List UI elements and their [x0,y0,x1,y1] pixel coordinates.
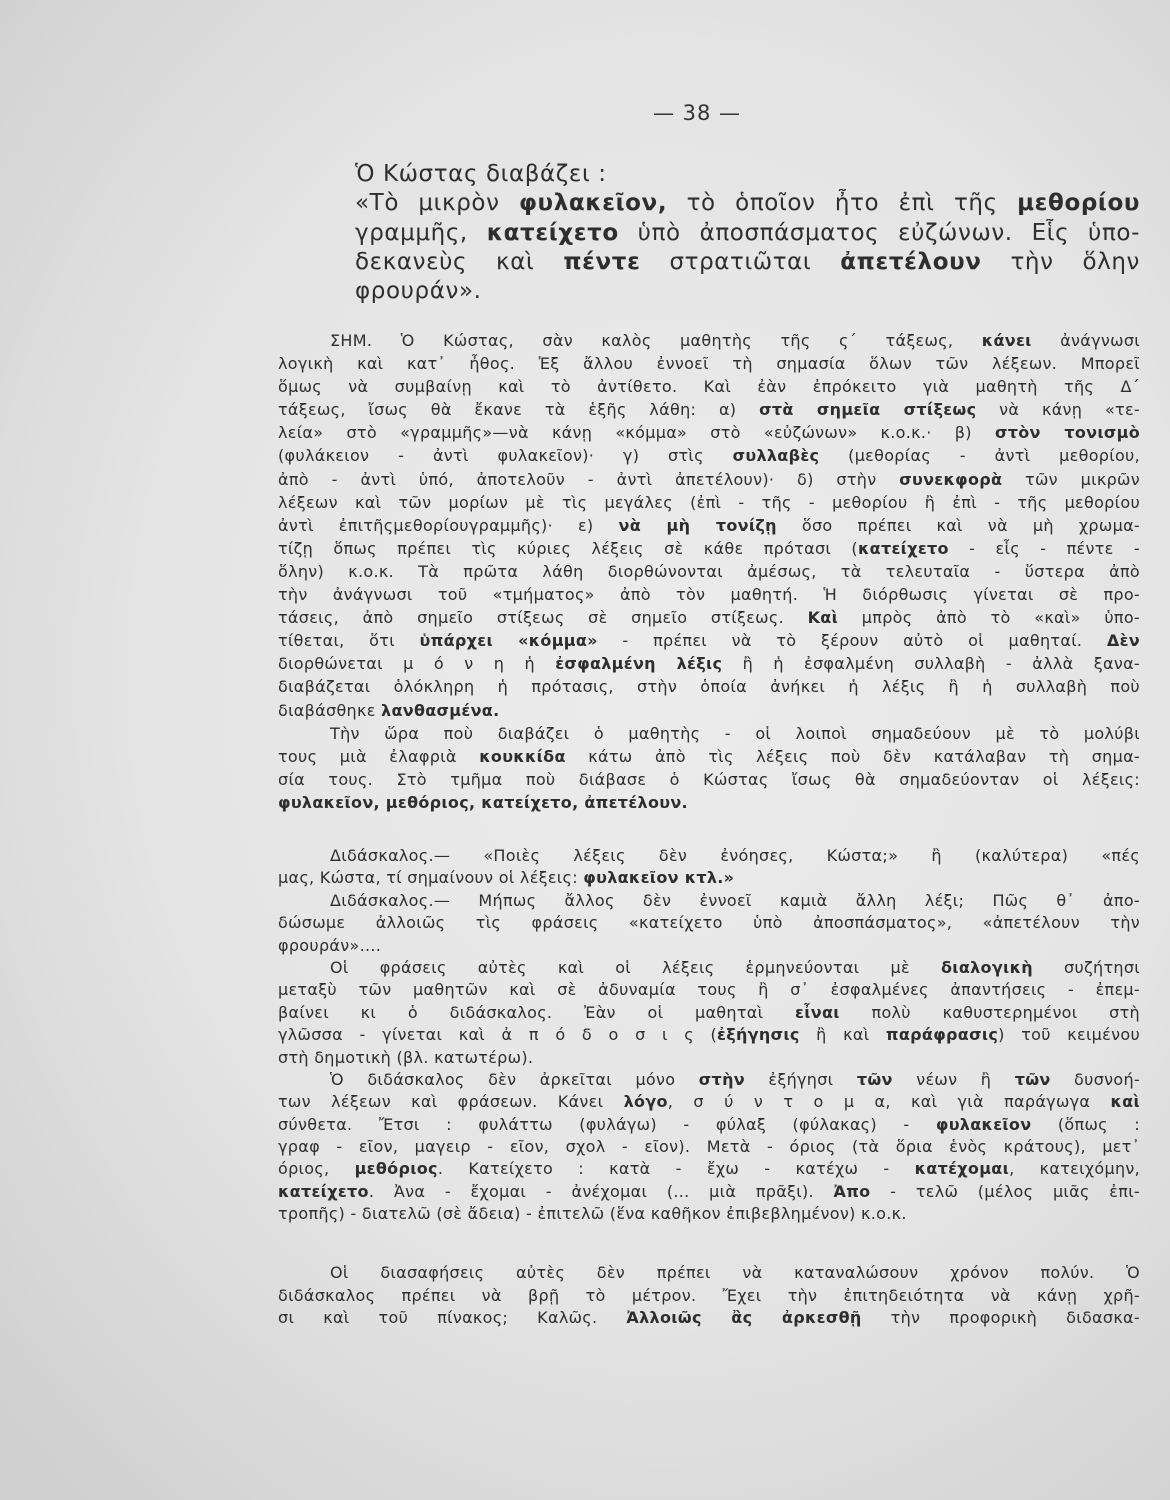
text-run: Ὁ διδάσκαλος δὲν ἀρκεῖται μόνο [330,1069,699,1089]
text-run: Διδάσκαλος.— «Ποιὲς λέξεις δὲν ἐνόησες, Κώστα;» ἢ (καλύτερα) «πές [330,846,1140,865]
text-run: Διδάσκαλος.— Μήπως ἄλλος δὲν ἐννοεῖ καμιὰ ἄλλη λέξι; Πῶς θ᾽ ἀπο- [330,890,1140,910]
dialogue-line-15 [278,1158,1140,1180]
bold-text-run: φυλακεῖον κτλ.» [583,868,735,888]
text-run: - τελῶ (μέλος μιᾶς ἐπι- [870,1181,1140,1201]
text-run: μας, Κώστα, τί σημαίνουν οἱ λέξεις: [278,868,584,888]
text-run: ὑπὸ ἀποσπάσματος εὐζώνων. Εἷς ὑπο- [618,219,1140,246]
bold-text-run: φυλακεῖον, μεθόριος, κατείχετο, ἀπετέλουν. [278,792,688,812]
text-run: Ὁ Κώστας διαβάζει : [355,161,607,187]
text-run: διορθώνεται μ ό ν η ἡ [278,654,556,674]
text-run: γλῶσσα - γίνεται καὶ ἀ π ό δ ο σ ι ς ( [278,1025,718,1045]
text-run: λεία» στὸ «γραμμῆς»—νὰ κάνῃ «κόμμα» στὸ «εὐζώνων» κ.ο.κ.· β) [278,423,995,443]
bold-text-run: συνεκφορὰ [899,469,1003,489]
dialogue-line-2 [278,867,1140,889]
dialogue-line-4 [278,912,1140,934]
bold-text-run: μεθόριος [354,1159,438,1179]
bold-text-run: κατείχετο [486,219,619,246]
bold-text-run: λανθασμένα. [381,700,500,720]
text-run: πολὺ καθυστερημένοι στὴ [839,1002,1140,1022]
text-run: τὴν ὅλην [981,248,1140,275]
note-line-16 [278,675,1140,698]
closing-paragraph [278,1262,1140,1330]
text-run: τὴν ἀνάγνωσι τοῦ «τμήματος» ἀπὸ τὸν μαθητή. Ἡ διόρθωσις γίνεται σὲ προ- [278,585,1140,605]
text-run: Οἱ φράσεις αὐτὲς καὶ οἱ λέξεις ἑρμηνεύονται μὲ [330,957,941,977]
bold-text-run: ἐσφαλμένη λέξις [555,654,723,674]
bold-text-run: λόγο [623,1092,668,1112]
text-run: όριος, [278,1159,355,1179]
text-run: δώσωμε ἀλλοιῶς τὶς φράσεις «κατείχετο ὑπὸ ἀποσπάσματος», «ἀπετέλουν τὴν [278,913,1140,933]
note-line-4 [278,398,1140,421]
text-run: ) τοῦ κειμένου [998,1025,1140,1045]
dialogue-line-3 [278,890,1140,912]
note-line-21 [278,791,1140,814]
bold-text-run: συλλαβὲς [732,446,820,466]
bold-text-run: εἶναι [795,1002,840,1022]
text-run: δεκανεὺς καὶ [355,248,564,275]
text-run: τὴν προφορικὴ διδασκα- [861,1308,1140,1328]
text-run: φρουράν». [355,278,482,305]
note-line-20 [278,768,1140,791]
dialogue-line-13 [278,1114,1140,1136]
note-line-8 [278,491,1140,514]
note-line-15 [278,652,1140,675]
bold-text-run: κάνει [981,331,1032,350]
text-run: γραμμῆς, [355,219,487,246]
note-line-7 [278,468,1140,491]
bold-text-run: φυλακεῖον [935,1114,1032,1134]
bold-text-run: φυλακεῖον, [518,190,668,217]
text-run: - εἷς - πέντε - [948,538,1140,558]
text-run: (μεθορίας - ἀντὶ μεθορίου, [819,446,1140,466]
text-run: βαίνει κι ὁ διδάσκαλος. Ἐὰν οἱ μαθηταὶ [278,1002,796,1022]
note-line-9 [278,514,1140,537]
text-run: ἀνάγνωσι [1031,331,1140,350]
bold-text-run: στὴν [698,1069,745,1089]
text-run: διδάσκαλος πρέπει νὰ βρῇ τὸ μέτρον. Ἔχει τὴν ἐπιτηδειότητα νὰ κάνῃ χρῆ- [278,1285,1140,1305]
dialogue-line-1 [278,845,1140,867]
text-run: στὴ δημοτικὴ (βλ. κατωτέρω). [278,1047,534,1067]
note-line-14 [278,629,1140,652]
text-run: ὅλην) κ.ο.κ. Τὰ πρῶτα λάθη διορθώνονται ἀμέσως, τὰ τελευταῖα - ὕστερα ἀπὸ [278,561,1140,581]
text-run: σι καὶ τοῦ πίνακος; Καλῶς. [278,1308,627,1328]
text-run: (φυλάκειον - ἀντὶ φυλακεῖον)· γ) στὶς [278,446,733,466]
bold-text-run: Καὶ [807,608,839,628]
text-run: Οἱ διασαφήσεις αὐτὲς δὲν πρέπει νὰ καταναλώσουν χρόνον πολύν. Ὁ [330,1263,1140,1282]
text-run: σία τους. Στὸ τμῆμα ποὺ διάβασε ὁ Κώστας ἴσως θὰ σημαδεύονταν οἱ λέξεις: [278,769,1140,789]
teacher-note [278,329,1140,814]
closing-line-2 [278,1285,1140,1308]
bold-text-run: διαλογικὴ [941,957,1033,977]
note-line-11 [278,560,1140,583]
bold-text-run: κατέχομαι [914,1159,1010,1179]
text-run: συζήτησι [1032,957,1140,977]
note-line-17 [278,699,1140,722]
bold-text-run: παράφρασις [885,1025,999,1045]
dialogue-line-12 [278,1091,1140,1113]
text-run: διαβάζεται ὁλόκληρη ἡ πρότασις, στὴν ὁποία ἀνήκει ἡ λέξις ἢ ἡ συλλαβὴ ποὺ [278,677,1140,697]
bold-text-run: Δὲν [1106,631,1140,651]
passage-line-2 [355,189,1140,218]
note-line-2 [278,352,1140,375]
text-run: κάτω ἀπὸ τὶς λέξεις ποὺ δὲν κατάλαβαν τὴ σημα- [565,746,1140,766]
note-line-3 [278,375,1140,398]
text-run: τῶν μικρῶν [1002,469,1140,489]
passage-line-3 [355,219,1140,248]
bold-text-run: κατείχετο [278,1181,369,1201]
note-line-12 [278,583,1140,606]
bold-text-run: Ἀλλοιῶς ἂς ἀρκεσθῇ [626,1308,862,1328]
dialogue-line-10 [278,1047,1140,1069]
teacher-dialogue-section [278,845,1140,1226]
text-run: ἐξήγησι [744,1069,857,1089]
text-run: λογικὴ καὶ κατ᾽ ἦθος. Ἐξ ἄλλου ἐννοεῖ τὴ σημασία ὅλων τῶν λέξεων. Μπορεῖ [278,354,1140,374]
note-line-13 [278,606,1140,629]
bold-text-run: πέντε [563,248,641,275]
note-line-1 [278,329,1140,352]
text-run: ἀντὶ ἐπιτῆςμεθορίουγραμμῆς)· ε) [278,515,619,535]
dialogue-line-7 [278,979,1140,1001]
text-run: λέξεων καὶ τῶν μορίων μὲ τὶς μεγάλες (ἐπὶ - τῆς - μεθορίου ἢ ἐπὶ - τῆς μεθορίου [278,492,1140,512]
text-run: ἢ καὶ [799,1025,886,1045]
text-run: μεταξὺ τῶν μαθητῶν καὶ σὲ ἀδυναμία τους ἢ σ᾽ ἐσφαλμένες ἀπαντήσεις - ἐπεμ- [278,980,1140,1000]
text-run: - πρέπει νὰ τὸ ξέρουν αὐτὸ οἱ μαθηταί. [597,631,1107,651]
dialogue-line-11 [278,1069,1140,1091]
passage-line-1 [355,160,1140,189]
text-run: φρουράν».... [278,935,382,955]
dialogue-line-14 [278,1136,1140,1158]
text-run: τὸ ὁποῖον ἦτο ἐπὶ τῆς [667,190,1018,217]
note-line-5 [278,421,1140,444]
text-run: τάσεις, ἀπὸ σημεῖο στίξεως σὲ σημεῖο στίξεως. [278,608,808,628]
text-run: δυσνοή- [1050,1069,1140,1089]
bold-text-run: ἐξήγησις [717,1025,800,1045]
bold-text-run: κατείχετο [857,538,949,558]
bold-text-run: τῶν [1014,1069,1051,1089]
text-run: , σ ύ ν τ ο μ α, καὶ γιὰ παράγωγα [667,1092,1111,1112]
text-run: των λέξεων καὶ φράσεων. Κάνει [278,1092,624,1112]
page-number: — 38 — [652,101,742,125]
dialogue-line-8 [278,1002,1140,1024]
bold-text-run: ὑπάρχει «κόμμα» [419,631,598,651]
text-run: ὅσο πρέπει καὶ νὰ μὴ χρωμα- [776,515,1140,535]
text-run: ὅμως νὰ συμβαίνῃ καὶ τὸ ἀντίθετο. Καὶ ἐὰν ἐπρόκειτο γιὰ μαθητὴ τῆς Δ΄ [278,377,1140,397]
bold-text-run: ἀπετέλουν [840,248,982,275]
bold-text-run: στὰ σημεῖα στίξεως [759,400,977,420]
text-run: «Τὸ μικρὸν [355,190,519,217]
bold-text-run: στὸν τονισμὸ [994,423,1140,443]
note-line-18 [278,722,1140,745]
dialogue-line-16 [278,1181,1140,1203]
text-run: σύνθετα. Ἔτσι : φυλάττω (φυλάγω) - φύλαξ (φύλακας) - [278,1114,936,1134]
passage-line-4 [355,248,1140,277]
text-run: γραφ - εῖον, μαγειρ - εῖον, σχολ - εῖον). Μετὰ - όριος (τὰ ὅρια ἑνὸς κράτους), μετ᾽ [278,1137,1140,1157]
text-run: στρατιῶται [640,248,841,275]
dialogue-line-17 [278,1203,1140,1225]
text-run: (ὅπως : [1031,1114,1140,1134]
text-run: . Ἀνα - ἔχομαι - ἀνέχομαι (... μιὰ πρᾶξι). [368,1181,834,1201]
note-line-6 [278,444,1140,467]
note-line-10 [278,537,1140,560]
bold-text-run: νὰ μὴ τονίζῃ [618,515,777,535]
text-run: , κατειχόμην, [1009,1159,1140,1179]
text-run: ΣΗΜ. Ὁ Κώστας, σὰν καλὸς μαθητὴς τῆς ς΄ τάξεως, [330,331,982,350]
text-run: νέων ἢ [892,1069,1015,1089]
bold-text-run: Ἀπο [833,1181,871,1201]
text-run: τάξεως, ἴσως θὰ ἔκανε τὰ ἑξῆς λάθη: α) [278,400,760,420]
bold-text-run: μεθορίου [1017,190,1140,217]
closing-line-3 [278,1307,1140,1330]
dialogue-line-9 [278,1024,1140,1046]
reading-passage [355,160,1140,306]
text-run: ἢ ἡ ἐσφαλμένη συλλαβὴ - ἀλλὰ ξανα- [722,654,1140,674]
text-run: μπρὸς ἀπὸ τὸ «καὶ» ὑπο- [838,608,1140,628]
bold-text-run: καὶ [1110,1092,1140,1112]
closing-line-1 [278,1262,1140,1285]
text-run: . Κατείχετο : κατὰ - ἔχω - κατέχω - [437,1159,915,1179]
text-run: τους μιὰ ἐλαφριὰ [278,746,480,766]
dialogue-line-6 [278,957,1140,979]
text-run: τίθεται, ὅτι [278,631,420,651]
text-run: τροπῆς) - διατελῶ (σὲ ἄδεια) - ἐπιτελῶ (ἕνα καθῆκον ἐπιβεβλημένον) κ.ο.κ. [278,1204,907,1224]
text-run: τίζῃ ὅπως πρέπει τὶς κύριες λέξεις σὲ κάθε πρότασι ( [278,538,858,558]
passage-line-5 [355,277,1140,306]
text-run: νὰ κάνῃ «τε- [976,400,1140,420]
dialogue-line-5 [278,935,1140,957]
text-run: διαβάσθηκε [278,700,382,720]
text-run: Τὴν ὥρα ποὺ διαβάζει ὁ μαθητὴς - οἱ λοιποὶ σημαδεύουν μὲ τὸ μολύβι [330,723,1140,743]
text-run: ἀπὸ - ἀντὶ ὑπό, ἀποτελοῦν - ἀντὶ ἀπετέλουν)· δ) στὴν [278,469,900,489]
bold-text-run: κουκκίδα [479,746,566,766]
bold-text-run: τῶν [856,1069,893,1089]
note-line-19 [278,745,1140,768]
